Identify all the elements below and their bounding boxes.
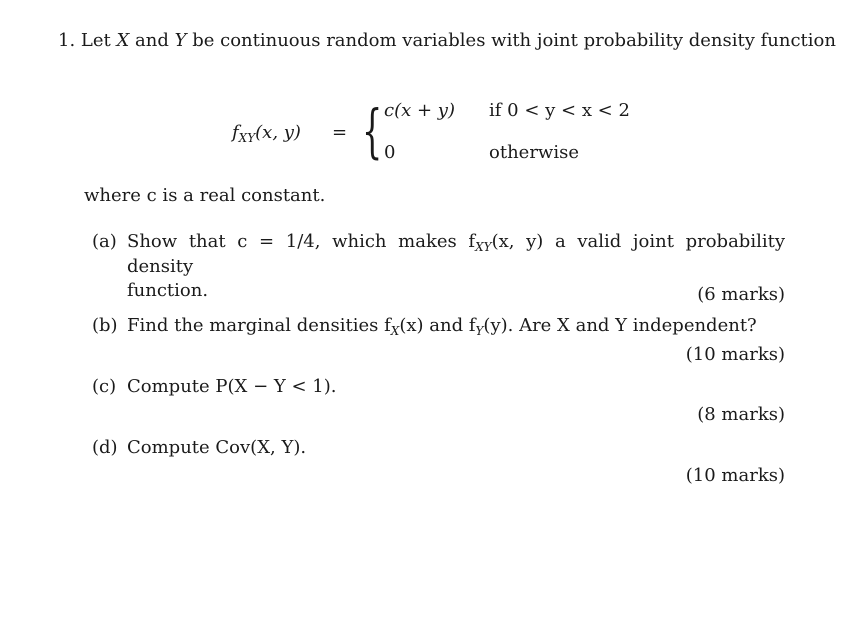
part-d-marks: (10 marks) [685, 465, 785, 486]
part-c-marks: (8 marks) [697, 404, 785, 425]
part-a-text: Show that c = 1/4, which makes $f_{XY}(x$, y) a valid joint probability density function. [127, 231, 786, 301]
part-b-label: (b) [92, 315, 118, 336]
where-text: where c is a real constant. [84, 185, 326, 206]
var-x: X [116, 30, 130, 51]
intro-text-3: be continuous random variables with joint probability density function [186, 30, 836, 51]
question-number: 1. [58, 30, 76, 51]
var-y: Y [174, 30, 187, 51]
pdf-lhs: $f_{XY}(x$, y) [232, 122, 301, 145]
part-b-text: Find the marginal densities $f_X(x)$ and $f_Y(y)$. Are X and Y independent? [127, 315, 757, 338]
question-intro [58, 30, 836, 52]
part-b-marks: (10 marks) [685, 344, 785, 365]
part-d-text: Compute Cov(X, Y). [127, 437, 307, 458]
case1-condition: if 0 < y < x < 2 [489, 100, 630, 121]
part-a-label: (a) [92, 231, 117, 252]
intro-text-2: and [129, 30, 175, 51]
pdf-equals: = [332, 122, 348, 143]
case2-condition: otherwise [489, 142, 579, 163]
left-brace: { [362, 97, 383, 165]
intro-text-1: Let [80, 30, 117, 51]
case2-expression: 0 [384, 142, 396, 163]
part-c-label: (c) [92, 376, 117, 397]
case1-expression: c(x + y) [384, 100, 455, 121]
part-d-label: (d) [92, 437, 118, 458]
part-a-marks: (6 marks) [697, 284, 785, 305]
part-c-text: Compute P(X − Y < 1). [127, 376, 337, 397]
